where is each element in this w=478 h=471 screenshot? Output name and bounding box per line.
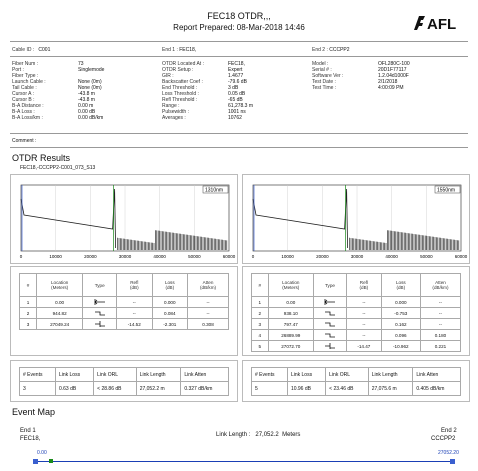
splice-event-icon [324,332,336,338]
info-value: 2/1/2018 [378,79,398,85]
info-label: Range : [162,103,180,109]
summary-header: # Events [20,368,56,382]
summary-panel-right [242,360,470,402]
otdr-trace-1550 [243,175,469,263]
table-cell: 0.000 [152,297,188,308]
info-value: 0.00 dB [78,109,96,115]
summary-value: 0.63 dB [55,382,93,396]
table-cell: 797.47 [268,319,313,330]
divider [10,147,468,148]
events-panel-left [10,266,238,356]
info-label: Test Time : [312,85,337,91]
results-title: OTDR Results [12,153,71,163]
table-cell: -- [420,319,460,330]
table-cell: 0.180 [420,330,460,341]
x-tick-label: 30000 [118,254,132,259]
end2-info: End 2 : CCCPP2 [312,47,350,53]
column-header: Location (Meters) [268,274,313,297]
summary-header: Link Atten [181,368,229,382]
info-label: OTDR Setup : [162,67,194,73]
comment-label: Comment : [12,138,37,144]
summary-value: < 28.86 dB [94,382,137,396]
otdr-trace-1310 [11,175,237,263]
table-cell [314,330,347,341]
table-cell: 0.162 [381,319,420,330]
info-value: 0.00 m [78,103,94,109]
summary-row [20,382,229,396]
table-cell: -- [420,297,460,308]
info-column-2 [162,61,302,121]
summary-value: < 23.46 dB [326,382,369,396]
info-label: Pulsewidth : [162,109,189,115]
table-cell: -2.301 [152,319,188,330]
info-value: 0.05 dB [228,91,246,97]
info-value: 73 [78,61,84,67]
table-row [252,330,461,341]
info-value: 1.4677 [228,73,244,79]
table-cell: 5 [252,341,269,352]
x-tick-label: 0 [19,254,23,259]
info-value: 0.00 dB/km [78,115,104,121]
map-end-value: 27052.20 [438,450,459,456]
table-row [20,297,229,308]
summary-value: 0.405 dB/km [413,382,461,396]
summary-table-right [251,367,461,396]
splice-event-icon [324,310,336,316]
table-cell: 26889.99 [268,330,313,341]
info-value: -65 dB [228,97,243,103]
summary-header: Link Loss [55,368,93,382]
info-label: GIR : [162,73,174,79]
map-start-value: 0.00 [37,450,47,456]
info-label: Model : [312,61,329,67]
table-cell: 27049.24 [36,319,82,330]
info-label: Test Date : [312,79,336,85]
x-tick-label: 50000 [188,254,201,259]
table-cell: -10.962 [381,341,420,352]
info-value: 1001 ns [228,109,246,115]
x-tick-label: 50000 [420,254,433,259]
summary-header: Link Length [368,368,413,382]
info-label: B-A Loss : [12,109,35,115]
info-column-3 [312,61,452,91]
divider [10,41,468,42]
table-cell: 0.00 [268,297,313,308]
table-cell [314,308,347,319]
cable-id: Cable ID : C001 [12,47,51,53]
table-row [252,308,461,319]
info-value: 20D1F77117 [378,67,407,73]
end1-info: End 1 : FEC18, [162,47,197,53]
table-cell: -- [188,308,229,319]
info-value: 4:00:09 PM [378,85,404,91]
map-end2-label: End 2 [441,428,457,434]
summary-header: Link ORL [326,368,369,382]
table-cell: 0.00 [36,297,82,308]
events-table-right [251,273,461,352]
map-end-marker [450,459,455,464]
info-row [162,115,302,121]
info-value: OFL280C-100 [378,61,410,67]
table-cell: -- [420,308,460,319]
info-row [12,115,152,121]
event-map-title: Event Map [12,407,56,417]
table-row [20,308,229,319]
x-tick-label: 10000 [281,254,294,259]
summary-header: Link Length [136,368,181,382]
table-cell: 0.084 [152,308,188,319]
trace-line [253,189,348,248]
summary-value: 3 [20,382,56,396]
table-cell: -0.753 [381,308,420,319]
column-header: # [20,274,37,297]
info-label: OTDR Located At : [162,61,204,67]
summary-header-row [252,368,461,382]
table-cell: 944.82 [36,308,82,319]
x-tick-label: 60000 [222,254,236,259]
table-row [20,319,229,330]
table-cell [314,319,347,330]
info-value: Singlemode [78,67,105,73]
info-label: Cursor B : [12,97,35,103]
map-end1-label: End 1 [20,428,36,434]
info-label: Tail Cable : [12,85,37,91]
table-cell [83,319,117,330]
summary-header-row [20,368,229,382]
table-cell: 0.221 [420,341,460,352]
summary-value: 27,052.2 m [136,382,181,396]
table-cell: -- [346,330,381,341]
launch-event-icon [324,299,336,305]
table-cell: 2 [252,308,269,319]
info-label: Port : [12,67,24,73]
summary-header: Link ORL [94,368,137,382]
x-tick-label: 40000 [153,254,166,259]
table-cell: 3 [20,319,37,330]
column-header: Location (Meters) [36,274,82,297]
trace-line [21,189,116,248]
column-header: Type [314,274,347,297]
table-cell: 27072.70 [268,341,313,352]
table-cell [314,341,347,352]
table-cell: 0.096 [381,330,420,341]
divider [10,56,468,57]
info-label: End Threshold : [162,85,198,91]
table-cell: -- [117,308,153,319]
summary-header: Link Atten [413,368,461,382]
column-header: Refl (dB) [346,274,381,297]
table-cell: 0.000 [381,297,420,308]
table-cell: -- [346,308,381,319]
info-label: Averages : [162,115,186,121]
table-cell: 0.308 [188,319,229,330]
table-cell: 2 [20,308,37,319]
splice-event-icon [94,310,106,316]
table-cell: -14.47 [346,341,381,352]
column-header: Atten (dB/km) [420,274,460,297]
info-value: None (0m) [78,85,102,91]
end-event-icon [324,343,336,349]
launch-event-icon [94,299,106,305]
link-length: Link Length : 27,052.2 Meters [216,432,301,438]
summary-value: 10.96 dB [287,382,325,396]
end-event-icon [94,321,106,327]
x-tick-label: 10000 [49,254,62,259]
graph-1310 [10,174,238,264]
table-header-row [20,274,229,297]
summary-panel-left [10,360,238,402]
trace-name: FEC18,-CCCPP2-C001_073_S13 [20,165,96,171]
event-map-line [35,461,453,462]
afl-logo [412,14,464,32]
table-cell: -14.52 [117,319,153,330]
info-value: None (0m) [78,79,102,85]
table-row [252,297,461,308]
x-tick-label: 20000 [84,254,97,259]
info-label: Loss Threshold : [162,91,199,97]
summary-table-left [19,367,229,396]
column-header: Atten (dB/km) [188,274,229,297]
table-cell: -- [188,297,229,308]
info-label: B-A Distance : [12,103,44,109]
map-start-marker [33,459,38,464]
x-tick-label: 30000 [350,254,364,259]
table-row [252,341,461,352]
report-prepared: Report Prepared: 08-Mar-2018 14:46 [173,23,305,32]
table-cell: -- [346,297,381,308]
summary-row [252,382,461,396]
report-title: FEC18 OTDR,,, [207,11,271,21]
table-header-row [252,274,461,297]
info-value: 3 dB [228,85,239,91]
divider [10,133,468,134]
table-cell: 938.10 [268,308,313,319]
x-tick-label: 0 [251,254,255,259]
info-value: Expert [228,67,243,73]
map-splice-marker [49,459,53,463]
column-header: Loss (dB) [152,274,188,297]
info-value: -79.6 dB [228,79,247,85]
map-end1-name: FEC18, [20,436,41,442]
table-cell: -- [346,319,381,330]
logo-text: AFL [427,16,457,32]
table-cell: -- [117,297,153,308]
table-row [252,319,461,330]
info-value: FEC18, [228,61,245,67]
table-cell [83,297,117,308]
info-value: 61,278.3 m [228,103,254,109]
info-value: -43.8 m [78,91,95,97]
info-label: Launch Cable : [12,79,46,85]
summary-header: Link Loss [287,368,325,382]
table-cell [83,308,117,319]
column-header: # [252,274,269,297]
table-cell: 1 [20,297,37,308]
events-panel-right [242,266,470,356]
info-label: Cursor A : [12,91,34,97]
info-value: 10762 [228,115,242,121]
summary-value: 5 [252,382,288,396]
info-row [312,85,452,91]
graph-1550 [242,174,470,264]
info-label: Backscatter Coef : [162,79,203,85]
table-cell: 1 [252,297,269,308]
info-label: B-A Loss/km : [12,115,43,121]
info-label: Fiber Type : [12,73,39,79]
summary-value: 0.327 dB/km [181,382,229,396]
info-value: 1.2.04d1000F [378,73,409,79]
x-tick-label: 20000 [316,254,329,259]
info-label: Software Ver : [312,73,344,79]
summary-header: # Events [252,368,288,382]
x-tick-label: 40000 [385,254,398,259]
events-table-left [19,273,229,330]
wavelength-label: 1550nm [437,187,456,194]
column-header: Type [83,274,117,297]
splice-event-icon [324,321,336,327]
table-cell [314,297,347,308]
table-cell: 4 [252,330,269,341]
summary-value: 27,075.6 m [368,382,413,396]
info-label: Serial # : [312,67,332,73]
info-column-1 [12,61,152,121]
table-cell: 3 [252,319,269,330]
info-label: Fiber Num : [12,61,39,67]
map-end2-name: CCCPP2 [431,436,456,442]
info-value: -43.8 m [78,97,95,103]
info-label: Refl Threshold : [162,97,198,103]
column-header: Loss (dB) [381,274,420,297]
column-header: Refl (dB) [117,274,153,297]
wavelength-label: 1310nm [205,187,224,194]
x-tick-label: 60000 [454,254,468,259]
